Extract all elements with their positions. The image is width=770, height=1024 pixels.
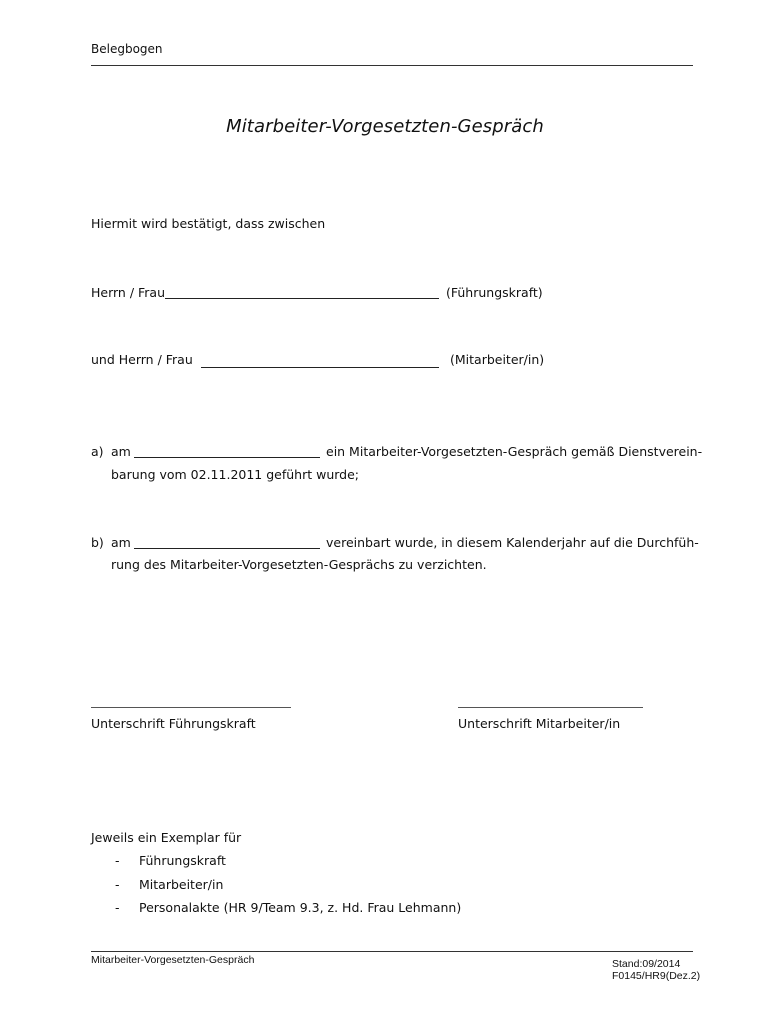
manager-role-label: (Führungskraft): [446, 285, 543, 300]
manager-name-field[interactable]: [165, 298, 439, 299]
manager-signature-label: Unterschrift Führungskraft: [91, 716, 256, 731]
item-b-date-field[interactable]: [134, 548, 320, 549]
employee-signature-line[interactable]: [458, 707, 643, 708]
employee-role-label: (Mitarbeiter/in): [450, 352, 545, 367]
header-divider: [91, 65, 693, 66]
copies-item-employee: Mitarbeiter/in: [139, 877, 224, 892]
copies-heading: Jeweils ein Exemplar für: [91, 830, 242, 845]
item-a-date-field[interactable]: [134, 457, 320, 458]
item-a-text-line1: ein Mitarbeiter-Vorgesetzten-Gespräch gemäß Dienstverein-: [326, 444, 703, 459]
footer-divider: [91, 951, 693, 952]
copies-item-personnel-file: Personalakte (HR 9/Team 9.3, z. Hd. Frau Lehmann): [139, 900, 462, 915]
employee-prefix: und Herrn / Frau: [91, 352, 193, 367]
employee-signature-label: Unterschrift Mitarbeiter/in: [458, 716, 621, 731]
item-b-am: am: [111, 535, 131, 550]
intro-text: Hiermit wird bestätigt, dass zwischen: [91, 216, 326, 231]
document-type-label: Belegbogen: [91, 42, 163, 56]
footer-stand: Stand:09/2014: [612, 958, 681, 970]
item-b-text-line2: rung des Mitarbeiter-Vorgesetzten-Gesprächs zu verzichten.: [111, 557, 487, 572]
copies-bullet: -: [115, 853, 120, 868]
footer-form-code: F0145/HR9(Dez.2): [612, 970, 701, 982]
copies-bullet: -: [115, 877, 120, 892]
item-b-marker: b): [91, 535, 104, 550]
item-a-am: am: [111, 444, 131, 459]
copies-bullet: -: [115, 900, 120, 915]
item-a-marker: a): [91, 444, 104, 459]
item-a-text-line2: barung vom 02.11.2011 geführt wurde;: [111, 467, 360, 482]
manager-signature-line[interactable]: [91, 707, 291, 708]
document-title: Mitarbeiter-Vorgesetzten-Gespräch: [226, 116, 544, 137]
employee-name-field[interactable]: [201, 367, 439, 368]
item-b-text-line1: vereinbart wurde, in diesem Kalenderjahr auf die Durchfüh-: [326, 535, 699, 550]
copies-item-manager: Führungskraft: [139, 853, 226, 868]
footer-form-name: Mitarbeiter-Vorgesetzten-Gespräch: [91, 954, 255, 966]
manager-prefix: Herrn / Frau: [91, 285, 166, 300]
